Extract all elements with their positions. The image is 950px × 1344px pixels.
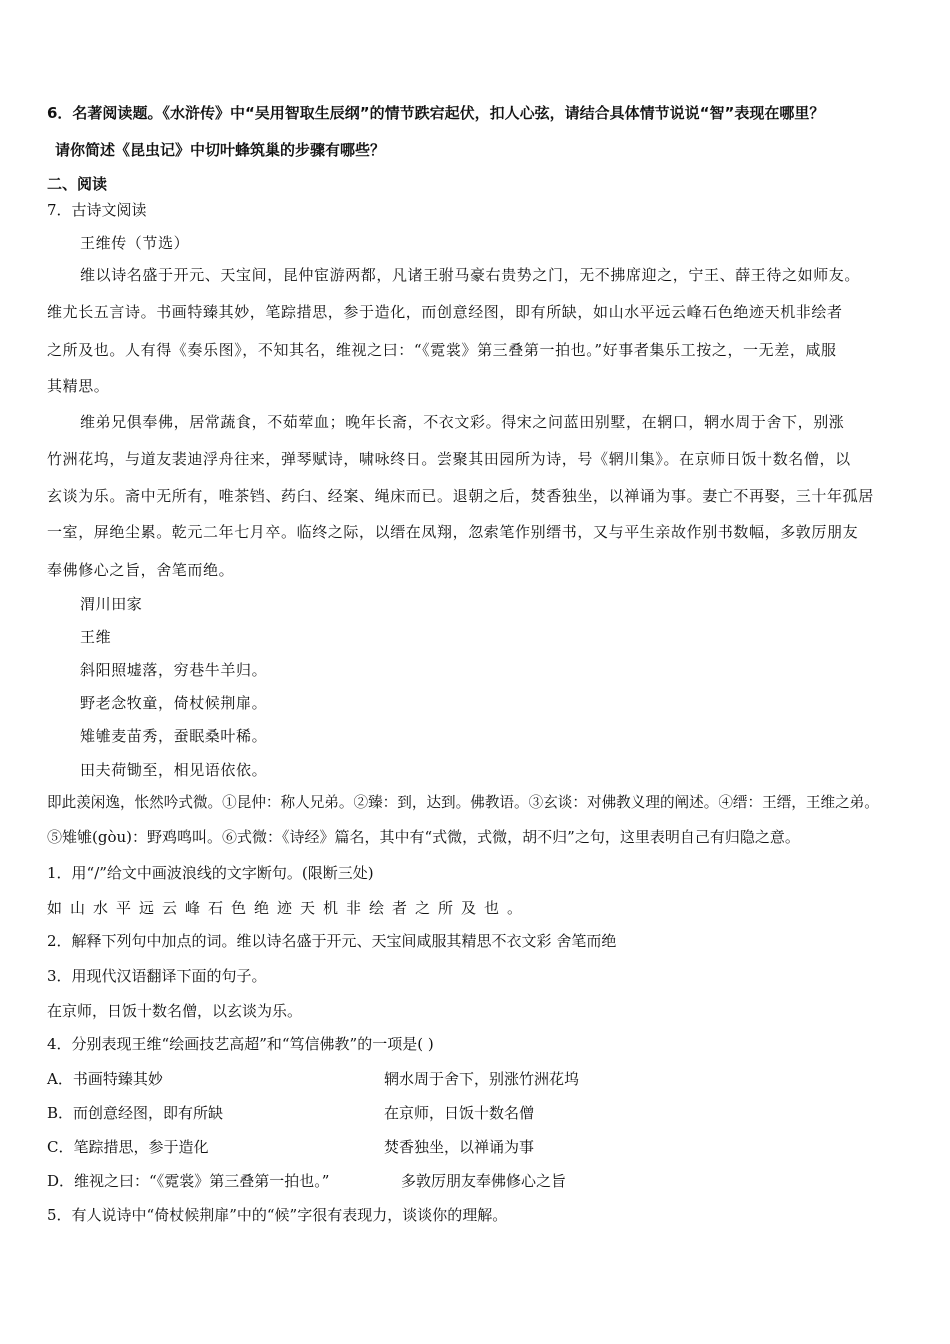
passage-p2-line-1: 维弟兄俱奉佛，居常蔬食，不茹荤血；晚年长斋，不衣文彩。得宋之问蓝田别墅，在辋口，辋水周于舍下，别涨 bbox=[80, 413, 845, 431]
option-c-right: 焚香独坐，以禅诵为事 bbox=[384, 1138, 535, 1156]
sub-question-5: 5．有人说诗中“倚杖候荆扉”中的“候”字很有表现力，谈谈你的理解。 bbox=[47, 1206, 508, 1224]
poem-title: 渭川田家 bbox=[80, 595, 143, 613]
option-d-left: D．维视之曰：“《霓裳》第三叠第一拍也。” bbox=[47, 1172, 330, 1190]
poem-line: 田夫荷锄至，相见语依依。 bbox=[80, 761, 268, 779]
sub-question-2: 2．解释下列句中加点的词。维以诗名盛于开元、天宝间咸服其精思不衣文彩 舍笔而绝 bbox=[47, 932, 617, 950]
sub-question-1: 1．用“/”给文中画波浪线的文字断句。(限断三处) bbox=[47, 864, 374, 882]
passage-p2-line-3: 玄谈为乐。斋中无所有，唯茶铛、药臼、经案、绳床而已。退朝之后，焚香独坐，以禅诵为事。妻亡不再娶，三十年孤居 bbox=[47, 487, 874, 505]
question-7-title: 7．古诗文阅读 bbox=[47, 201, 147, 219]
poem-author: 王维 bbox=[80, 628, 112, 646]
passage-p2-line-5: 奉佛修心之旨，舍笔而绝。 bbox=[47, 561, 235, 579]
question-6-line-2: 请你简述《昆虫记》中切叶蜂筑巢的步骤有哪些？ bbox=[55, 141, 386, 159]
option-d-right: 多敦厉朋友奉佛修心之旨 bbox=[401, 1172, 567, 1190]
question-6-line-1: 6．名著阅读题。《水浒传》中“吴用智取生辰纲”的情节跌宕起伏，扣人心弦，请结合具体情节说说“智”表现在哪里？ bbox=[47, 104, 825, 122]
sub-question-3-text: 在京师，日饭十数名僧，以玄谈为乐。 bbox=[47, 1002, 303, 1020]
passage-p2-line-2: 竹洲花坞，与道友裴迪浮舟往来，弹琴赋诗，啸咏终日。尝聚其田园所为诗，号《辋川集》。在京师日饭十数名僧，以 bbox=[47, 450, 851, 468]
sub-question-4: 4．分别表现王维“绘画技艺高超”和“笃信佛教”的一项是( ) bbox=[47, 1035, 434, 1053]
sub-question-1-text: 如山水平远云峰石色绝迹天机非绘者之所及也。 bbox=[47, 899, 531, 917]
option-a-right: 辋水周于舍下，别涨竹洲花坞 bbox=[384, 1070, 580, 1088]
option-b-left: B．而创意经图，即有所缺 bbox=[47, 1104, 224, 1122]
poem-line: 野老念牧童，倚杖候荆扉。 bbox=[80, 694, 268, 712]
notes-line-1: 即此羡闲逸，怅然吟式微。①昆仲：称人兄弟。②臻：到，达到。佛教语。③玄谈：对佛教义理的阐述。④缙：王缙，王维之弟。 bbox=[47, 794, 879, 811]
notes-line-2: ⑤雉雊(gòu)：野鸡鸣叫。⑥式微：《诗经》篇名，其中有“式微，式微，胡不归”之句，这里表明自己有归隐之意。 bbox=[47, 828, 800, 846]
passage-p1-line-3: 之所及也。人有得《奏乐图》，不知其名，维视之曰：“《霓裳》第三叠第一拍也。”好事者集乐工按之，一无差，咸服 bbox=[47, 341, 837, 359]
passage-p1-line-1: 维以诗名盛于开元、天宝间，昆仲宦游两都，凡诸王驸马豪右贵势之门，无不拂席迎之，宁王、薛王待之如师友。 bbox=[80, 266, 861, 284]
passage-p1-line-4: 其精思。 bbox=[47, 377, 110, 395]
passage-p2-line-4: 一室，屏绝尘累。乾元二年七月卒。临终之际，以缙在凤翔，忽索笔作别缙书，又与平生亲故作别书数幅，多敦厉朋友 bbox=[47, 523, 859, 541]
poem-line: 斜阳照墟落，穷巷牛羊归。 bbox=[80, 661, 268, 679]
section-heading-reading: 二、阅读 bbox=[47, 175, 108, 193]
passage-p1-line-2: 维尤长五言诗。书画特臻其妙，笔踪措思，参于造化，而创意经图，即有所缺，如山水平远云峰石色绝迹天机非绘者 bbox=[47, 303, 843, 321]
sub-question-3: 3．用现代汉语翻译下面的句子。 bbox=[47, 967, 267, 985]
option-a-left: A．书画特臻其妙 bbox=[47, 1070, 163, 1088]
option-c-left: C．笔踪措思，参于造化 bbox=[47, 1138, 209, 1156]
poem-line: 雉雊麦苗秀，蚕眠桑叶稀。 bbox=[80, 727, 268, 745]
passage-title: 王维传（节选） bbox=[80, 234, 190, 252]
option-b-right: 在京师，日饭十数名僧 bbox=[384, 1104, 535, 1122]
